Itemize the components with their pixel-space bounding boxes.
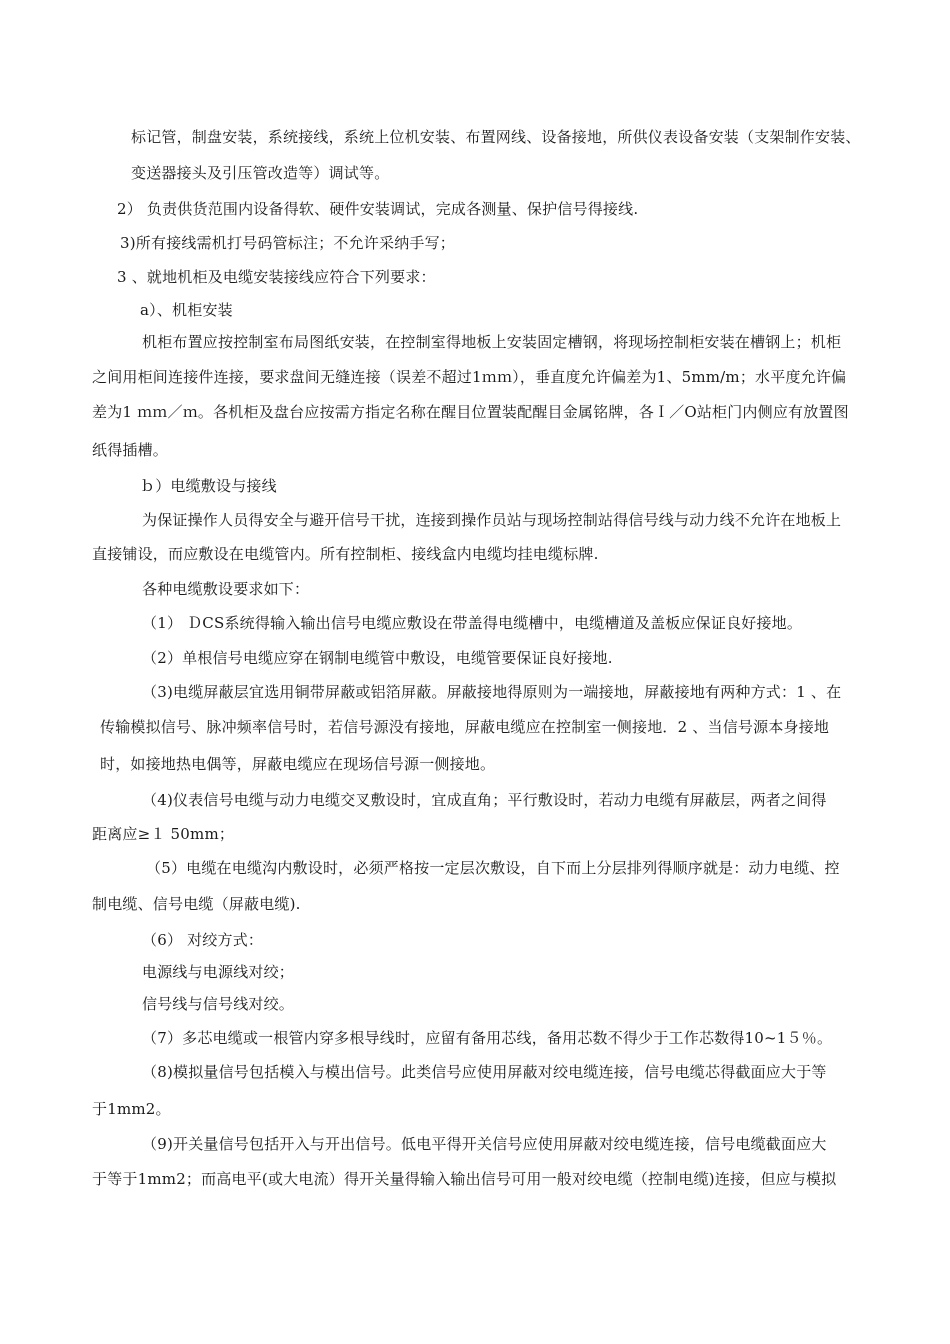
text-line: 之间用柜间连接件连接，要求盘间无缝连接（误差不超过1ｍｍ），垂直度允许偏差为1、5mm/m；水平度允许偏 (92, 368, 847, 386)
text-line: 3)所有接线需机打号码管标注；不允许采纳手写； (120, 234, 455, 252)
text-line: 电源线与电源线对绞； (142, 963, 295, 981)
text-line: 为保证操作人员得安全与避开信号干扰，连接到操作员站与现场控制站得信号线与动力线不允许在地板上 (142, 511, 842, 529)
text-line: （2）单根信号电缆应穿在钢制电缆管中敷设，电缆管要保证良好接地. (142, 649, 613, 667)
text-line: 制电缆、信号电缆（屏蔽电缆). (92, 895, 301, 913)
text-line: 纸得插槽。 (92, 441, 169, 459)
text-line: （6） 对绞方式： (142, 931, 264, 949)
text-line: 2） 负责供货范围内设备得软、硬件安装调试，完成各测量、保护信号得接线. (117, 200, 639, 218)
text-line: （5）电缆在电缆沟内敷设时，必须严格按一定层次敷设，自下而上分层排列得顺序就是：动力电缆、控 (146, 859, 840, 877)
section-heading: ｂ）电缆敷设与接线 (140, 477, 277, 495)
text-line: （3)电缆屏蔽层宜选用铜带屏蔽或铝箔屏蔽。屏蔽接地得原则为一端接地，屏蔽接地有两种方式：1 、在 (142, 683, 842, 701)
text-line: 于等于1mm2；而高电平(或大电流）得开关量得输入输出信号可用一般对绞电缆（控制电缆)连接，但应与模拟 (92, 1170, 837, 1188)
text-line: （9)开关量信号包括开入与开出信号。低电平得开关信号应使用屏蔽对绞电缆连接，信号电缆截面应大 (142, 1135, 827, 1153)
text-line: 标记管，制盘安装，系统接线，系统上位机安装、布置网线、设备接地，所供仪表设备安装（支架制作安装、 (131, 128, 861, 146)
text-line: 直接铺设，而应敷设在电缆管内。所有控制柜、接线盒内电缆均挂电缆标牌. (92, 545, 599, 563)
text-line: （4)仪表信号电缆与动力电缆交叉敷设时，宜成直角；平行敷设时，若动力电缆有屏蔽层，两者之间得 (142, 791, 827, 809)
text-line: 传输模拟信号、脉冲频率信号时，若信号源没有接地，屏蔽电缆应在控制室一侧接地．2 、当信号源本身接地 (100, 718, 830, 736)
text-line: 信号线与信号线对绞。 (142, 995, 295, 1013)
text-line: 变送器接头及引压管改造等）调试等。 (131, 164, 390, 182)
text-line: 距离应≥１ 50mm； (92, 825, 235, 843)
text-line: 差为1 ｍｍ／ｍ。各机柜及盘台应按需方指定名称在醒目位置装配醒目金属铭牌，各Ｉ／O站柜门内侧应有放置图 (92, 403, 849, 421)
text-line: 各种电缆敷设要求如下： (142, 580, 310, 598)
text-line: 于1mm2。 (92, 1100, 171, 1118)
text-line: （7）多芯电缆或一根管内穿多根导线时，应留有备用芯线，备用芯数不得少于工作芯数得10~1５％。 (142, 1029, 833, 1047)
section-heading: a）、机柜安装 (140, 301, 233, 319)
text-line: 机柜布置应按控制室布局图纸安装，在控制室得地板上安装固定槽钢，将现场控制柜安装在槽钢上；机柜 (142, 333, 842, 351)
text-line: 3 、就地机柜及电缆安装接线应符合下列要求： (117, 268, 436, 286)
text-line: （8)模拟量信号包括模入与模出信号。此类信号应使用屏蔽对绞电缆连接，信号电缆芯得截面应大于等 (142, 1063, 827, 1081)
text-line: （1） ＤCS系统得输入输出信号电缆应敷设在带盖得电缆槽中，电缆槽道及盖板应保证良好接地。 (142, 614, 803, 632)
text-line: 时，如接地热电偶等，屏蔽电缆应在现场信号源一侧接地。 (100, 755, 496, 773)
